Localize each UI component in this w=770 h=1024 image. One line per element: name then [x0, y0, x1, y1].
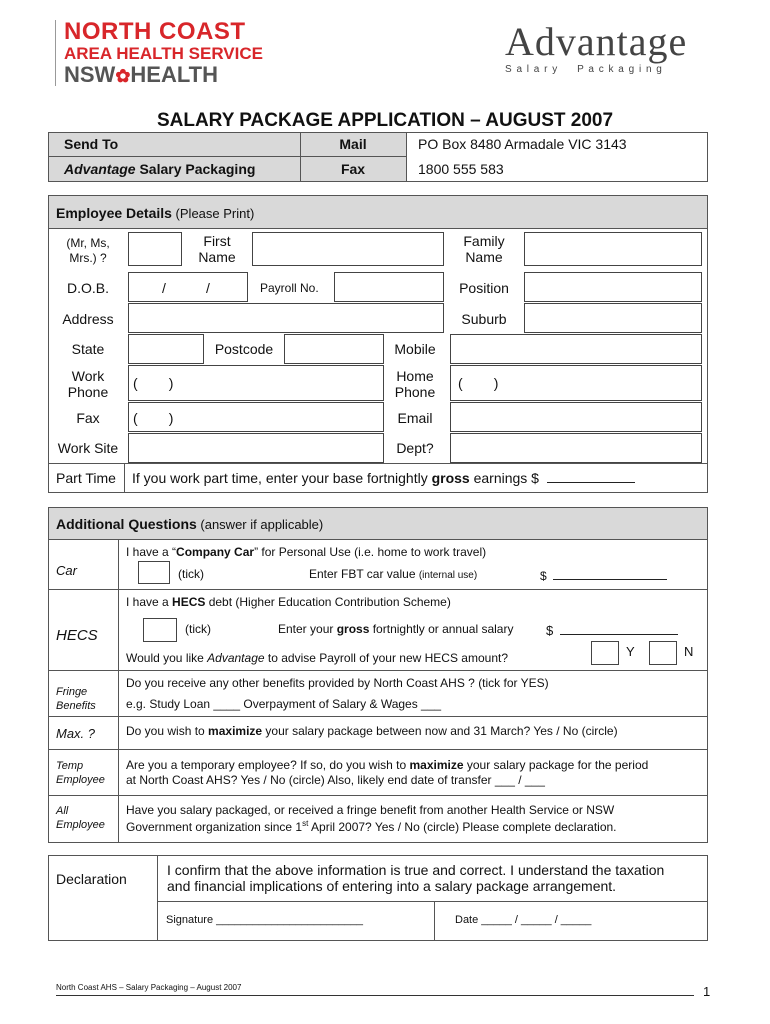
date-field[interactable]: Date _____ / _____ / _____ [455, 914, 592, 926]
title-input[interactable] [128, 232, 182, 266]
dept-input[interactable] [450, 433, 702, 463]
declaration-label: Declaration [56, 871, 127, 887]
mail-label: Mail [339, 136, 367, 152]
mail-address: PO Box 8480 Armadale VIC 3143 [418, 136, 627, 152]
hecs-advise-question: Would you like Advantage to advise Payroll of your new HECS amount? [126, 651, 508, 665]
logo-health: HEALTH [130, 62, 219, 87]
family-name-input[interactable] [524, 232, 702, 266]
logo-nsw: NSW [64, 62, 116, 87]
work-phone-paren: ( ) [133, 375, 174, 391]
home-phone-paren: ( ) [458, 375, 499, 391]
all-question-line2: Government organization since 1st April 2007? Yes / No (circle) Please complete declaration. [126, 819, 617, 834]
fringe-examples: e.g. Study Loan ____ Overpayment of Salary & Wages ___ [126, 697, 442, 711]
address-label: Address [62, 311, 114, 327]
mobile-label: Mobile [394, 341, 436, 357]
work-phone-label: Work Phone [67, 368, 109, 400]
employee-heading-note: (Please Print) [171, 206, 255, 221]
email-input[interactable] [450, 402, 702, 432]
footer-rule [56, 995, 694, 996]
car-question: I have a “Company Car” for Personal Use (i.e. home to work travel) [126, 545, 487, 559]
email-label: Email [397, 410, 433, 426]
additional-heading-note: (answer if applicable) [196, 517, 324, 532]
advantage-logo: Advantage [505, 19, 688, 64]
logo-divider [55, 20, 56, 86]
hecs-tick-label: (tick) [185, 622, 211, 636]
family-name-label: Family Name [463, 233, 505, 265]
hecs-no-label: N [684, 644, 694, 659]
car-tick-label: (tick) [178, 567, 204, 581]
fbt-label: Enter FBT car value (internal use) [309, 567, 478, 581]
additional-heading [56, 516, 323, 532]
company-name-em: Advantage [64, 161, 136, 177]
mobile-input[interactable] [450, 334, 702, 364]
car-tick-box[interactable] [138, 561, 170, 584]
position-input[interactable] [524, 272, 702, 302]
max-question: Do you wish to maximize your salary package between now and 31 March? Yes / No (circle) [126, 724, 618, 738]
footer-text: North Coast AHS – Salary Packaging – August 2007 [56, 983, 242, 992]
fax-label: Fax [340, 161, 366, 177]
dept-label: Dept? [396, 440, 434, 456]
temp-label: Temp Employee [56, 760, 105, 786]
fax-number: 1800 555 583 [418, 161, 504, 177]
dob-label: D.O.B. [66, 280, 109, 296]
payroll-input[interactable] [334, 272, 444, 302]
all-question: Have you salary packaged, or received a fringe benefit from another Health Service or NSW [126, 803, 615, 817]
send-to-company [64, 161, 255, 177]
postcode-label: Postcode [214, 341, 274, 357]
part-time-label: Part Time [56, 470, 116, 486]
first-name-input[interactable] [252, 232, 444, 266]
declaration-text-line2: and financial implications of entering into a salary package arrangement. [167, 878, 617, 894]
employee-heading [56, 205, 254, 221]
max-label: Max. ? [56, 726, 96, 741]
hecs-tick-box[interactable] [143, 618, 177, 642]
logo-line-2: AREA HEALTH SERVICE [64, 44, 263, 63]
fax-field-label: Fax [76, 410, 100, 426]
all-label: All Employee [56, 805, 105, 831]
logo-line-1: NORTH COAST [64, 18, 246, 45]
first-name-label: First Name [198, 233, 236, 265]
hecs-question: I have a HECS debt (Higher Education Contribution Scheme) [126, 595, 451, 609]
title-label: (Mr, Ms, Mrs.) ? [66, 236, 110, 265]
hecs-salary-input[interactable] [560, 622, 678, 635]
car-label: Car [56, 563, 77, 578]
page-number: 1 [703, 984, 711, 999]
part-time-text: If you work part time, enter your base fortnightly gross earnings $ [132, 470, 635, 486]
dob-slash-1: / [162, 280, 166, 296]
fbt-dollar: $ [540, 567, 667, 583]
page-title: SALARY PACKAGE APPLICATION – AUGUST 2007 [156, 110, 614, 131]
fringe-question: Do you receive any other benefits provided by North Coast AHS ? (tick for YES) [126, 676, 549, 690]
additional-heading-text: Additional Questions [56, 516, 197, 532]
state-input[interactable] [128, 334, 204, 364]
dob-input[interactable] [128, 272, 248, 302]
dob-slash-2: / [206, 280, 210, 296]
hecs-salary-label: Enter your gross fortnightly or annual salary [278, 622, 514, 636]
suburb-input[interactable] [524, 303, 702, 333]
payroll-label: Payroll No. [260, 281, 319, 295]
send-to-label: Send To [64, 136, 119, 152]
hecs-label: HECS [56, 627, 98, 644]
part-time-earnings-input[interactable] [547, 470, 635, 483]
position-label: Position [459, 280, 509, 296]
fbt-value-input[interactable] [553, 567, 667, 580]
employee-heading-text: Employee Details [56, 205, 172, 221]
address-input[interactable] [128, 303, 444, 333]
declaration-text: I confirm that the above information is true and correct. I understand the taxation [167, 862, 665, 878]
state-label: State [71, 341, 105, 357]
signature-field[interactable]: Signature ________________________ [166, 914, 363, 926]
fringe-label: Fringe Benefits [56, 686, 96, 712]
company-name-rest: Salary Packaging [135, 161, 256, 177]
hecs-dollar: $ [546, 622, 678, 638]
fax-paren: ( ) [133, 410, 174, 426]
advantage-tagline: S a l a r y P a c k a g i n g [505, 64, 663, 75]
hecs-no-box[interactable] [649, 641, 677, 665]
nsw-health-logo [64, 62, 218, 88]
hecs-yes-box[interactable] [591, 641, 619, 665]
hecs-yes-label: Y [626, 644, 635, 659]
temp-question-line2: at North Coast AHS? Yes / No (circle) Also, likely end date of transfer ___ / ___ [126, 773, 545, 787]
postcode-input[interactable] [284, 334, 384, 364]
work-site-label: Work Site [57, 440, 119, 456]
work-site-input[interactable] [128, 433, 384, 463]
home-phone-label: Home Phone [394, 368, 436, 400]
waratah-icon: ✿ [115, 66, 131, 86]
temp-question: Are you a temporary employee? If so, do you wish to maximize your salary package for the period [126, 758, 649, 772]
suburb-label: Suburb [461, 311, 507, 327]
